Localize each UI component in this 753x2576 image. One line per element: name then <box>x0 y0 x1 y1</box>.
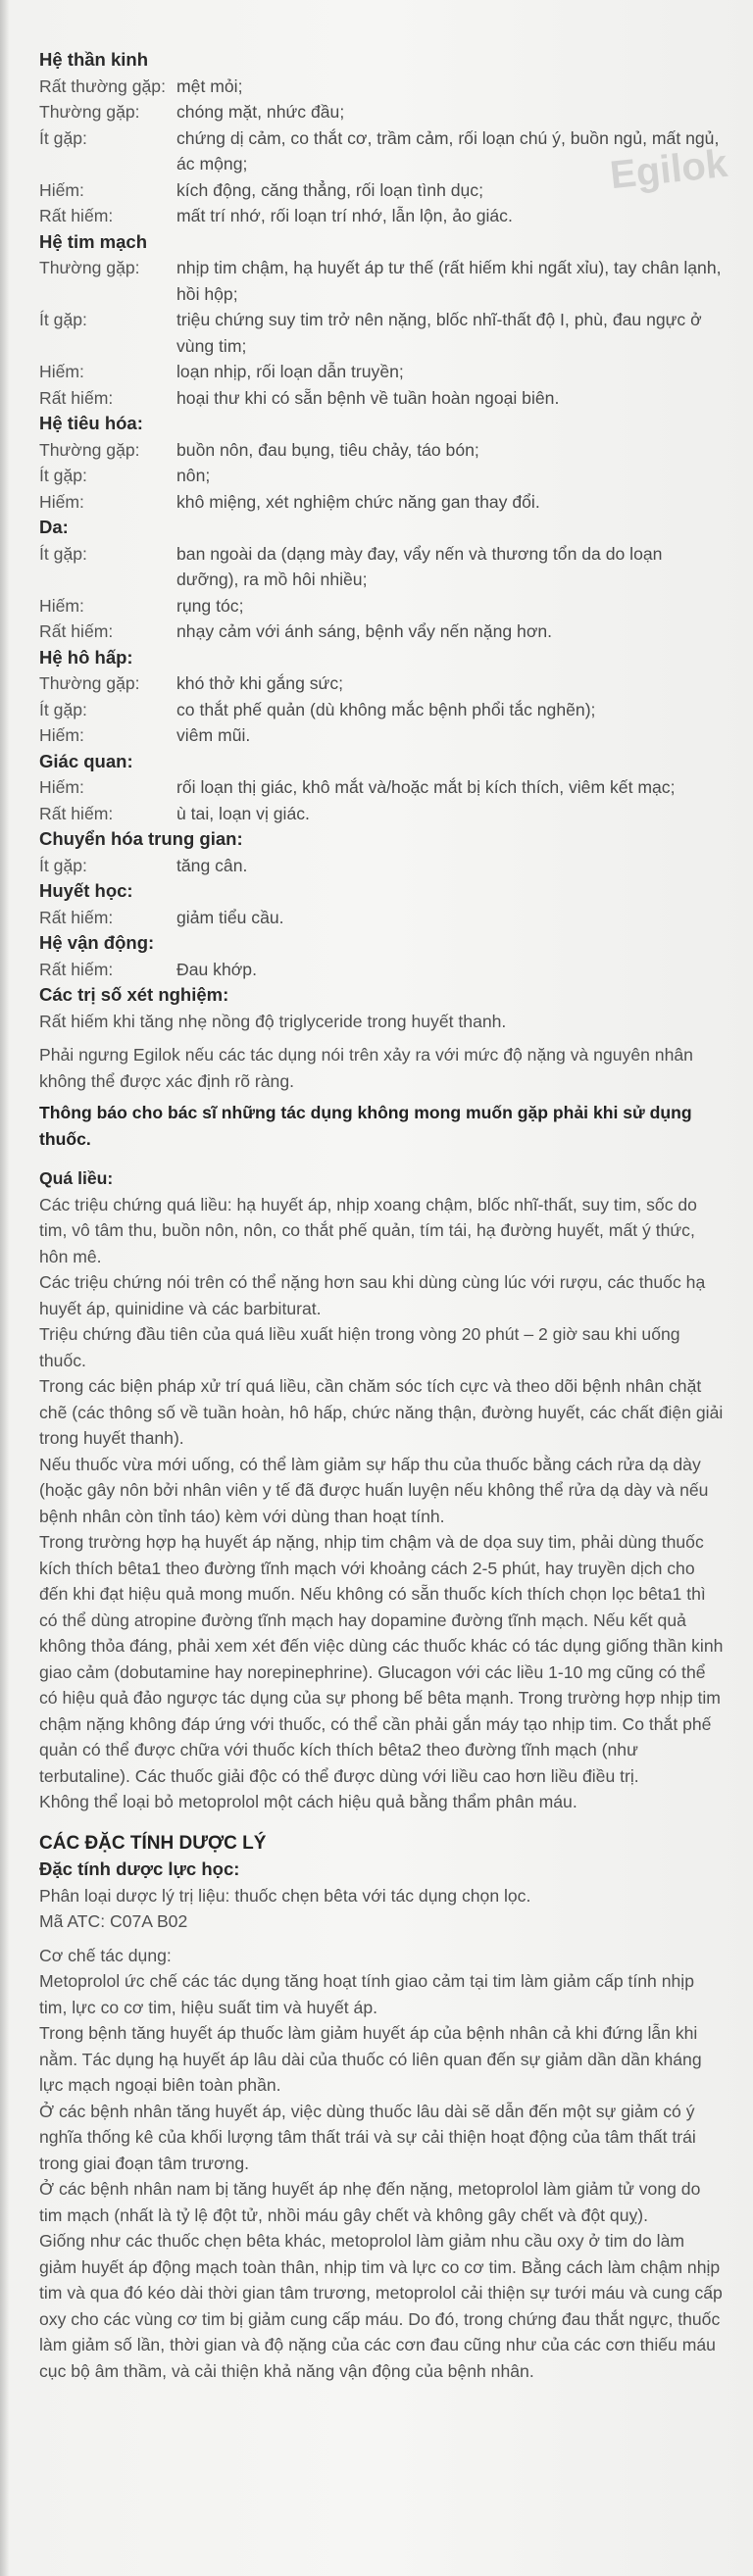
notify-doctor: Thông báo cho bác sĩ những tác dụng không mong muốn gặp phải khi sử dụng thuốc. <box>39 1103 692 1149</box>
side-effect-row <box>39 125 726 177</box>
overdose-paragraph: Nếu thuốc vừa mới uống, có thể làm giảm sự hấp thu của thuốc bằng cách rửa dạ dày (hoặc gây nôn bởi nhân viên y tế đã được huấn luyện nếu không thể rửa dạ dày và nếu bệnh nhân còn tỉnh táo) kèm với dùng than hoạt tính. <box>39 1454 709 1526</box>
mechanism-paragraph: Giống như các thuốc chẹn bêta khác, metoprolol làm giảm nhu cầu oxy ở tim do làm giảm huyết áp động mạch toàn thân, nhịp tim và lực co cơ tim. Bằng cách làm chậm nhịp tim và qua đó kéo dài thời gian tâm trương, metoprolol cải thiện sự tưới máu và cung cấp oxy cho các vùng cơ tim bị giảm cung cấp máu. Do đó, trong chứng đau thắt ngực, thuốc làm giảm số lần, thời gian và độ nặng của các cơn đau cũng như của các cơn thiếu máu cục bộ âm thầm, và cải thiện khả năng vận động của bệnh nhân. <box>39 2231 723 2381</box>
side-effect-text: chóng mặt, nhức đầu; <box>176 102 345 122</box>
side-effect-text: hoại thư khi có sẵn bệnh về tuần hoàn ngoại biên. <box>176 387 560 408</box>
frequency-label: Ít gặp: <box>39 543 87 564</box>
side-effect-row <box>39 593 726 619</box>
frequency-label: Rất hiếm: <box>39 206 114 225</box>
side-effect-row <box>39 853 726 879</box>
side-effect-text: loạn nhịp, rối loạn dẫn truyền; <box>176 362 404 381</box>
side-effect-text: ban ngoài da (dạng mày đay, vẩy nến và thương tổn da do loạn dưỡng), ra mồ hôi nhiều; <box>176 543 663 589</box>
section-title: Chuyển hóa trung gian: <box>39 828 243 849</box>
overdose-paragraph: Không thể loại bỏ metoprolol một cách hiệu quả bằng thẩm phân máu. <box>39 1792 577 1811</box>
side-effect-text: nôn; <box>176 466 211 485</box>
side-effect-text: Đau khớp. <box>176 959 257 979</box>
side-effect-text: khô miệng, xét nghiệm chức năng gan thay đổi. <box>176 491 540 512</box>
side-effect-row <box>39 774 726 801</box>
side-effect-row <box>39 619 726 645</box>
side-effect-row <box>39 359 726 385</box>
mechanism-title: Cơ chế tác dụng: <box>39 1945 172 1965</box>
side-effect-text: rối loạn thị giác, khô mắt và/hoặc mắt bị kích thích, viêm kết mạc; <box>176 777 676 797</box>
section-title: Hệ thần kinh <box>39 49 149 70</box>
lab-line: Rất hiếm khi tăng nhẹ nồng độ triglyceride trong huyết thanh. <box>39 1011 507 1031</box>
frequency-label: Rất hiếm: <box>39 621 114 641</box>
mechanism-paragraph: Metoprolol ức chế các tác dụng tăng hoạt tính giao cảm tại tim làm giảm cấp tính nhịp tim, lực co cơ tim, hiệu suất tim và huyết áp. <box>39 1971 694 2017</box>
frequency-label: Hiếm: <box>39 595 84 616</box>
side-effect-row <box>39 74 726 100</box>
side-effect-row <box>39 437 726 464</box>
section-title: Hệ hô hấp: <box>39 646 133 668</box>
side-effect-row <box>39 177 726 204</box>
side-effect-text: rụng tóc; <box>176 595 244 616</box>
atc-code: Mã ATC: C07A B02 <box>39 1911 188 1931</box>
overdose-paragraph: Triệu chứng đầu tiên của quá liều xuất hiện trong vòng 20 phút – 2 giờ sau khi uống thuốc. <box>39 1324 680 1370</box>
frequency-label: Ít gặp: <box>39 699 87 719</box>
side-effect-row <box>39 385 726 412</box>
side-effect-text: giảm tiểu cầu. <box>176 907 284 927</box>
mechanism-paragraph: Trong bệnh tăng huyết áp thuốc làm giảm huyết áp của bệnh nhân cả khi đứng lẫn khi nằm. Tác dụng hạ huyết áp lâu dài của thuốc có liên quan đến sự giảm dần dần kháng lực mạch ngoại biên toàn phần. <box>39 2023 702 2095</box>
side-effect-row <box>39 722 726 749</box>
frequency-label: Thường gặp: <box>39 102 140 122</box>
frequency-label: Ít gặp: <box>39 855 87 875</box>
page-fold-shadow <box>0 0 10 2576</box>
side-effect-text: mất trí nhớ, rối loạn trí nhớ, lẫn lộn, ảo giác. <box>176 206 513 225</box>
overdose-paragraph: Trong các biện pháp xử trí quá liều, cần chăm sóc tích cực và theo dõi bệnh nhân chặt chẽ (các thông số về tuần hoàn, hô hấp, chức năng thận, đường huyết, các chất điện giải trong huyết thanh). <box>39 1376 724 1448</box>
side-effect-text: kích động, căng thẳng, rối loạn tình dục; <box>176 179 483 200</box>
side-effect-text: co thắt phế quản (dù không mắc bệnh phổi tắc nghẽn); <box>176 699 596 719</box>
overdose-title: Quá liều: <box>39 1168 114 1188</box>
frequency-label: Hiếm: <box>39 491 84 512</box>
pharm-class: Phân loại dược lý trị liệu: thuốc chẹn bêta với tác dụng chọn lọc. <box>39 1885 531 1906</box>
show-through-text: Egilok <box>608 141 730 198</box>
overdose-paragraph: Các triệu chứng nói trên có thể nặng hơn sau khi dùng cùng lúc với rượu, các thuốc hạ huyết áp, quinidine và các barbiturat. <box>39 1272 706 1318</box>
section-title: Da: <box>39 517 69 537</box>
side-effect-text: khó thở khi gắng sức; <box>176 673 344 693</box>
frequency-label: Hiếm: <box>39 725 84 745</box>
overdose-paragraph: Trong trường hợp hạ huyết áp nặng, nhịp tim chậm và de dọa suy tim, phải dùng thuốc kích thích bêta1 theo đường tĩnh mạch với khoảng cách 2-5 phút, hay truyền dịch cho đến khi đạt hiệu quả mong muốn. Nếu không có sẵn thuốc kích thích chọn lọc bêta1 thì có thể dùng atropine đường tĩnh mạch hay dopamine đường tĩnh mạch. Nếu kết quả không thỏa đáng, phải xem xét đến việc dùng các thuốc khác có tác dụng giống thần kinh giao cảm (dobutamine hay norepinephrine). Glucagon với các liều 1-10 mg cũng có thể có hiệu quả đảo ngược tác dụng của sự phong bế bêta mạnh. Trong trường hợp nhịp tim chậm nặng không đáp ứng với thuốc, có thể cần phải gắn máy tạo nhịp tim. Co thắt phế quản có thể được chữa với thuốc kích thích bêta2 theo đường tĩnh mạch (như terbutaline). Các thuốc giải độc có thể được dùng với liều cao hơn liều điều trị. <box>39 1532 724 1786</box>
pharmacology-title: CÁC ĐẶC TÍNH DƯỢC LÝ <box>39 1832 267 1854</box>
frequency-label: Rất hiếm: <box>39 907 114 927</box>
side-effect-row <box>39 463 726 489</box>
side-effect-text: viêm mũi. <box>176 725 251 745</box>
frequency-label: Rất hiếm: <box>39 803 114 823</box>
side-effect-row <box>39 255 726 307</box>
frequency-label: Rất hiếm: <box>39 387 114 408</box>
side-effect-row <box>39 697 726 723</box>
side-effect-row <box>39 203 726 229</box>
section-title: Huyết học: <box>39 880 133 901</box>
frequency-label: Rất thường gặp: <box>39 75 166 96</box>
frequency-label: Thường gặp: <box>39 439 140 460</box>
side-effect-text: mệt mỏi; <box>176 75 243 96</box>
lab-title: Các trị số xét nghiệm: <box>39 984 229 1005</box>
overdose-paragraph: Các triệu chứng quá liều: hạ huyết áp, nhịp xoang chậm, blốc nhĩ-thất, suy tim, sốc do tim, vô tâm thu, buồn nôn, nôn, co thắt phế quản, tím tái, hạ đường huyết, mất ý thức, hôn mê. <box>39 1194 697 1266</box>
section-title: Giác quan: <box>39 750 133 771</box>
side-effect-row <box>39 801 726 827</box>
section-title: Hệ tiêu hóa: <box>39 413 143 433</box>
frequency-label: Thường gặp: <box>39 258 140 277</box>
frequency-label: Hiếm: <box>39 362 84 381</box>
frequency-label: Hiếm: <box>39 777 84 797</box>
side-effect-row <box>39 541 726 593</box>
leaflet-content <box>39 47 726 2384</box>
side-effect-row <box>39 905 726 931</box>
frequency-label: Hiếm: <box>39 179 84 200</box>
side-effect-row <box>39 489 726 516</box>
side-effect-text: nhịp tim chậm, hạ huyết áp tư thế (rất hiếm khi ngất xỉu), tay chân lạnh, hồi hộp; <box>176 258 722 304</box>
frequency-label: Ít gặp: <box>39 310 87 329</box>
side-effect-row <box>39 99 726 125</box>
side-effect-text: nhạy cảm với ánh sáng, bệnh vẩy nến nặng hơn. <box>176 621 553 641</box>
mechanism-paragraph: Ở các bệnh nhân nam bị tăng huyết áp nhẹ đến nặng, metoprolol làm giảm tử vong do tim mạch (nhất là tỷ lệ đột tử, nhồi máu gây chết và không gây chết và đột quỵ). <box>39 2179 701 2225</box>
stop-warning: Phải ngưng Egilok nếu các tác dụng nói trên xảy ra với mức độ nặng và nguyên nhân không thể được xác định rõ ràng. <box>39 1045 693 1091</box>
pharmacodynamics-title: Đặc tính dược lực học: <box>39 1858 240 1879</box>
frequency-label: Rất hiếm: <box>39 959 114 979</box>
frequency-label: Ít gặp: <box>39 127 87 148</box>
section-title: Hệ tim mạch <box>39 230 148 252</box>
side-effect-text: ù tai, loạn vị giác. <box>176 803 310 823</box>
side-effect-row <box>39 957 726 983</box>
mechanism-paragraph: Ở các bệnh nhân tăng huyết áp, việc dùng thuốc lâu dài sẽ dẫn đến một sự giảm có ý nghĩa thống kê của khối lượng tâm thất trái và sự cải thiện hoạt động của tâm thất trái trong giai đoạn tâm trương. <box>39 2101 696 2173</box>
side-effect-text: chứng dị cảm, co thắt cơ, trầm cảm, rối loạn chú ý, buồn ngủ, mất ngủ, ác mộng; <box>176 127 720 173</box>
frequency-label: Ít gặp: <box>39 466 87 485</box>
side-effect-row <box>39 670 726 697</box>
side-effect-row <box>39 307 726 359</box>
side-effect-text: tăng cân. <box>176 855 248 875</box>
side-effect-text: triệu chứng suy tim trở nên nặng, blốc nhĩ-thất độ I, phù, đau ngực ở vùng tim; <box>176 310 702 356</box>
frequency-label: Thường gặp: <box>39 673 140 693</box>
side-effect-text: buồn nôn, đau bụng, tiêu chảy, táo bón; <box>176 439 479 460</box>
section-title: Hệ vận động: <box>39 932 155 953</box>
